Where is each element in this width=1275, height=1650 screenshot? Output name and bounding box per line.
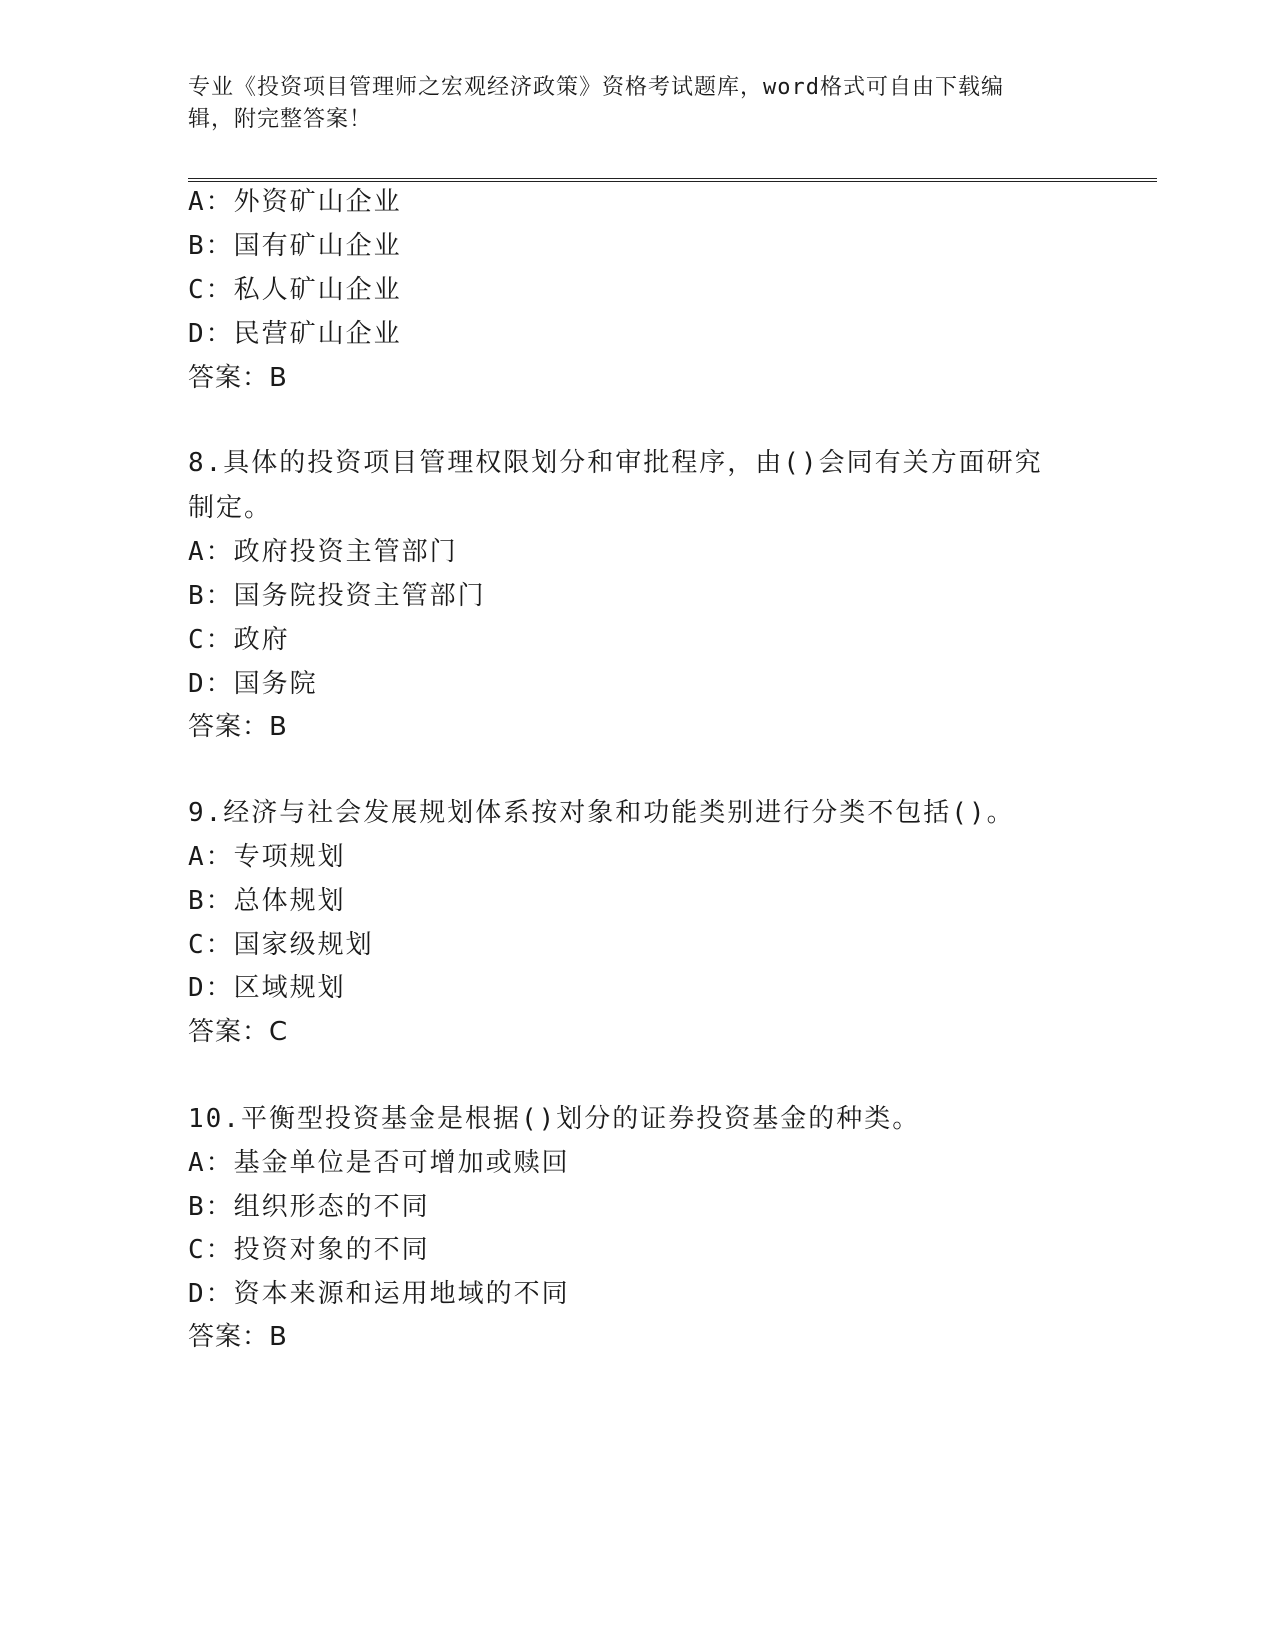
- q7-option-c: C：私人矿山企业: [188, 275, 402, 305]
- q10-answer: 答案：B: [188, 1322, 288, 1352]
- document-header: [188, 72, 1088, 136]
- q9-stem-line-1: 9.经济与社会发展规划体系按对象和功能类别进行分类不包括()。: [188, 798, 1015, 828]
- q7-answer: 答案：B: [188, 363, 288, 393]
- header-line-1: 专业《投资项目管理师之宏观经济政策》资格考试题库，word格式可自由下载编: [188, 75, 1004, 100]
- q8-answer: 答案：B: [188, 712, 288, 742]
- q9-option-a: A：专项规划: [188, 842, 346, 872]
- q8-option-d: D：国务院: [188, 669, 318, 699]
- q8-option-b: B：国务院投资主管部门: [188, 581, 486, 611]
- q10-option-d: D：资本来源和运用地域的不同: [188, 1279, 570, 1309]
- q8-stem-line-2: 制定。: [188, 493, 273, 523]
- q9-option-c: C：国家级规划: [188, 930, 374, 960]
- q9-answer: 答案：C: [188, 1017, 289, 1047]
- header-divider: [188, 178, 1157, 182]
- q7-option-b: B：国有矿山企业: [188, 231, 402, 261]
- q7-option-d: D：民营矿山企业: [188, 319, 402, 349]
- q10-option-a: A：基金单位是否可增加或赎回: [188, 1148, 570, 1178]
- q9-option-b: B：总体规划: [188, 886, 346, 916]
- q8-option-a: A：政府投资主管部门: [188, 537, 458, 567]
- q10-stem-line-1: 10.平衡型投资基金是根据()划分的证券投资基金的种类。: [188, 1104, 921, 1134]
- q8-stem-line-1: 8.具体的投资项目管理权限划分和审批程序，由()会同有关方面研究: [188, 448, 1043, 478]
- q10-option-c: C：投资对象的不同: [188, 1235, 430, 1265]
- q7-option-a: A：外资矿山企业: [188, 187, 402, 217]
- q8-option-c: C：政府: [188, 625, 290, 655]
- q9-option-d: D：区域规划: [188, 973, 346, 1003]
- q10-option-b: B：组织形态的不同: [188, 1192, 430, 1222]
- header-line-2: 辑，附完整答案！: [188, 107, 373, 132]
